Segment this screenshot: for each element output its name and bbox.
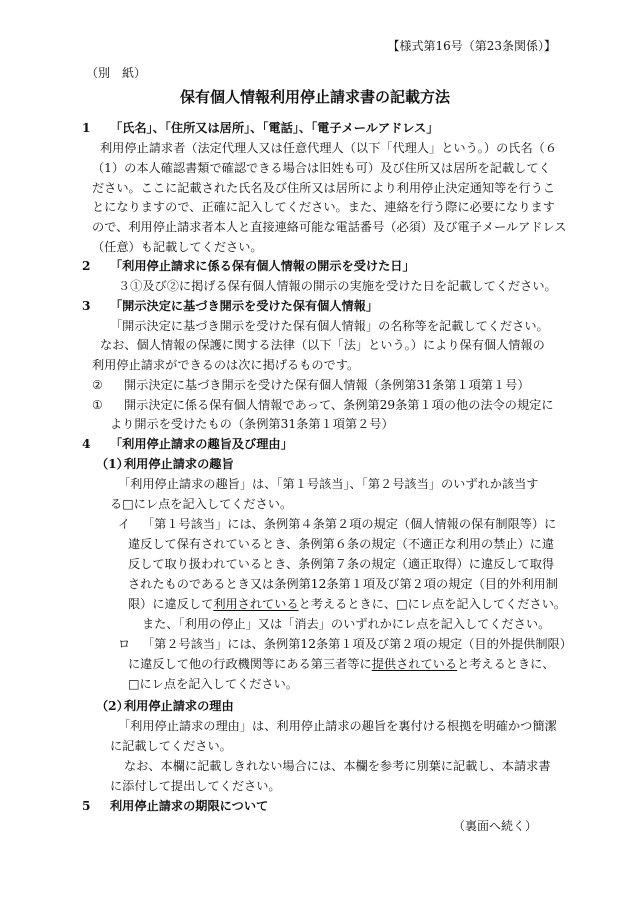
subitem-ro-line: □にレ点を記入してください。 <box>128 677 298 691</box>
subitem-ro-line <box>128 656 555 672</box>
section-3-item-text: 開示決定に基づき開示を受けた保有個人情報（条例第31条第１項第１号） <box>124 378 530 392</box>
subitem-i-line: されたものであるとき又は条例第12条第１項及び第２項の規定（目的外利用制 <box>128 577 558 591</box>
section-4-2-line: に添付して提出してください。 <box>110 779 281 793</box>
section-1-heading: 「氏名」、「住所又は居所」、「電話」、「電子メールアドレス」 <box>110 121 439 135</box>
section-5-heading: 利用停止請求の期限について <box>110 799 269 813</box>
section-3-heading: 「開示決定に基づき開示を受けた保有個人情報」 <box>110 299 379 313</box>
subitem-i-line: 反して取り扱われているとき、条例第７条の規定（適正取得）に違反して取得 <box>128 557 555 571</box>
subitem-ro-line: 「第２号該当」には、条例第12条第１項及び第２項の規定（目的外提供制限） <box>142 637 572 651</box>
section-1-line: 利用停止請求者（法定代理人又は任意代理人（以下「代理人」という。）の氏名（６ <box>100 141 558 155</box>
section-4-2-line: なお、本欄に記載しきれない場合には、本欄を参考に別葉に記載し、本請求書 <box>124 759 551 773</box>
section-1-line: とになりますので、正確に記入してください。また、連絡を行う際に必要になります <box>92 200 555 214</box>
section-4-2-heading: 利用停止請求の理由 <box>124 699 234 713</box>
section-2-heading: 「利用停止請求に係る保有個人情報の開示を受けた日」 <box>110 259 415 273</box>
section-3-item-text: より開示を受けたもの（条例第31条第１項第２号） <box>110 417 394 431</box>
subitem-i-line: また、「利用の停止」又は「消去」のいずれかにレ点を記入してください。 <box>142 617 551 631</box>
section-3-item-text: 開示決定に係る保有個人情報であって、条例第29条第１項の他の法令の規定に <box>124 398 554 412</box>
subitem-i-text: 限）に違反して <box>128 597 214 611</box>
section-4-heading: 「利用停止請求の趣旨及び理由」 <box>110 437 293 451</box>
annex-label: （別 紙） <box>86 66 147 80</box>
section-1-line: （1）の本人確認書類で確認できる場合は旧姓も可）及び住所又は居所を記載してく <box>92 161 551 175</box>
subitem-i-line: 「第１号該当」には、条例第４条第２項の規定（個人情報の保有制限等）に <box>142 517 557 531</box>
section-1-line: （任意）も記載してください。 <box>92 240 263 254</box>
section-1-number: 1 <box>82 121 91 135</box>
section-4-1-heading: 利用停止請求の趣旨 <box>124 457 234 471</box>
section-3-number: 3 <box>82 299 91 313</box>
section-5-number: 5 <box>82 799 91 813</box>
section-4-1-line: 「利用停止請求の趣旨」は、「第１号該当」、「第２号該当」のいずれか該当す <box>118 477 539 491</box>
section-4-2-line: に記載してください。 <box>110 739 232 753</box>
underlined-phrase: 利用されている <box>213 597 299 611</box>
section-3-line: 「開示決定に基づき開示を受けた保有個人情報」の名称等を記載してください。 <box>110 319 549 333</box>
section-4-2-line: 「利用停止請求の理由」は、利用停止請求の趣旨を裏付ける根拠を明確かつ簡潔 <box>118 719 557 733</box>
subitem-ro-text: と考えるときに、 <box>457 657 555 671</box>
continued-note: （裏面へ続く） <box>452 819 537 833</box>
section-3-item-marker: ① <box>92 398 103 412</box>
section-1-line: ので、利用停止請求者本人と直接連絡可能な電話番号（必須）及び電子メールアドレス <box>92 220 567 234</box>
underlined-phrase: 提供されている <box>371 657 458 671</box>
section-4-1-line: る□にレ点を記入してください。 <box>110 497 293 511</box>
section-4-1-label: （1） <box>96 457 129 471</box>
section-1-line: ださい。ここに記載された氏名及び住所又は居所により利用停止決定通知等を行うこ <box>92 181 556 195</box>
subitem-i-marker: イ <box>118 517 131 531</box>
document-title: 保有個人情報利用停止請求書の記載方法 <box>179 88 450 106</box>
section-4-number: 4 <box>82 437 91 451</box>
section-2-line: ３①及び②に掲げる保有個人情報の開示の実施を受けた日を記載してください。 <box>118 279 557 293</box>
subitem-ro-marker: ロ <box>118 637 131 651</box>
section-2-number: 2 <box>82 259 91 273</box>
subitem-ro-text: に違反して他の行政機関等にある第三者等に <box>128 657 372 671</box>
form-number: 【様式第16号（第23条関係）】 <box>387 39 556 53</box>
subitem-i-line <box>128 596 566 612</box>
section-3-item-marker: ② <box>92 378 103 392</box>
section-3-line: なお、個人情報の保護に関する法律（以下「法」という。）により保有個人情報の <box>100 338 545 352</box>
section-4-2-label: （2） <box>96 699 129 713</box>
subitem-i-text: と考えるときに、□にレ点を記入してください。 <box>298 597 567 611</box>
subitem-i-line: 違反して保有されているとき、条例第６条の規定（不適正な利用の禁止）に違 <box>128 537 555 551</box>
section-3-line: 利用停止請求ができるのは次に掲げるものです。 <box>92 358 360 372</box>
